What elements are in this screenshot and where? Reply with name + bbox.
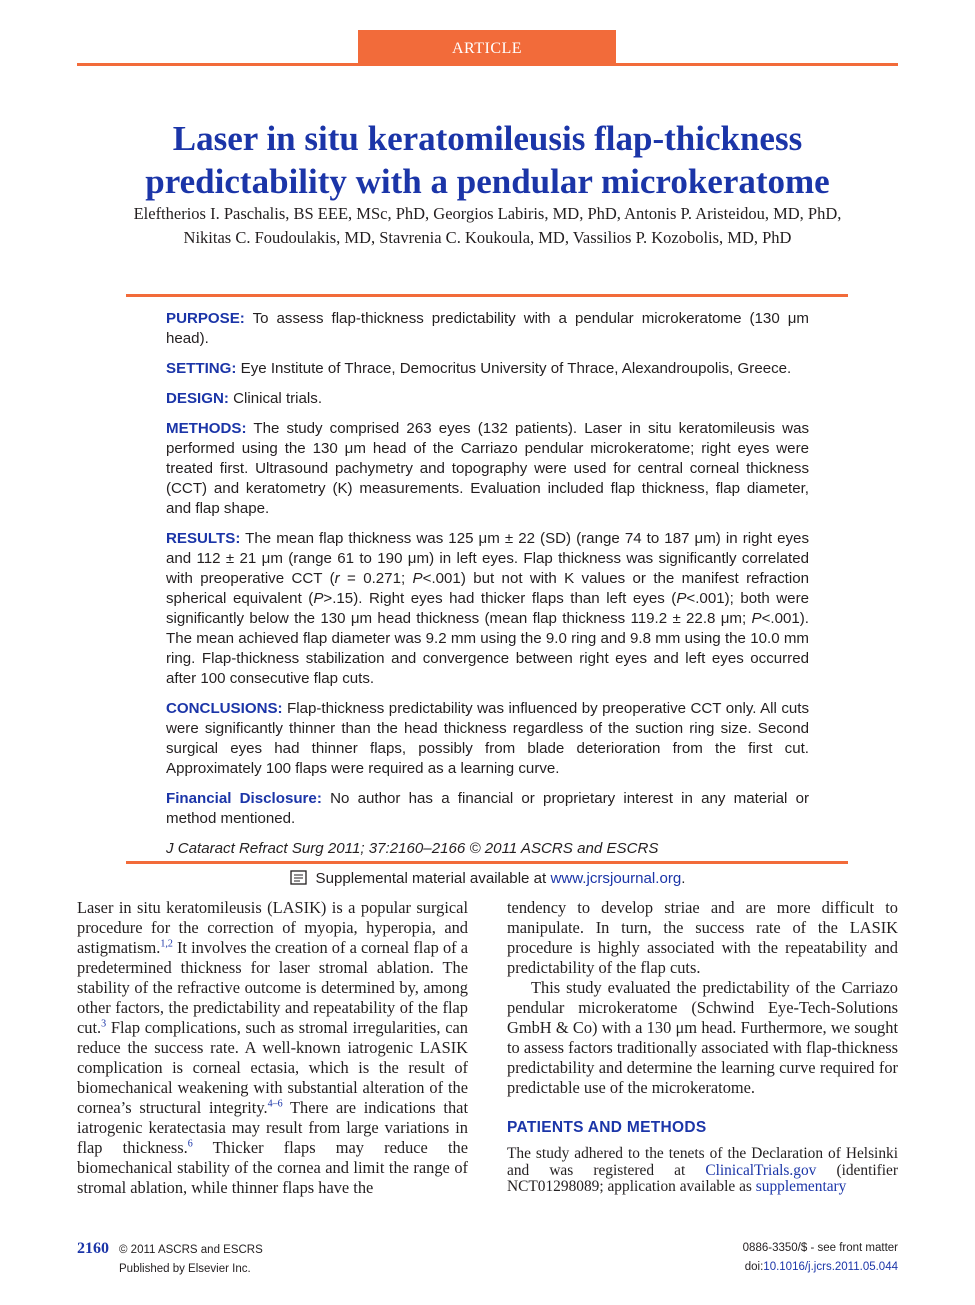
ref-4-6[interactable]: 4–6 [267,1098,283,1110]
results-r: r [334,570,340,587]
intro-paragraph [77,898,468,1198]
intro-text-d: There are indications that iatrogenic keratectasia may result from large variations in flap thickness. [77,1098,469,1157]
body-column-right [507,898,898,1196]
methods-label: METHODS: [166,420,247,437]
disclosure-text: No author has a financial or proprietary interest in any material or method mentioned. [166,790,809,827]
results-text-1: The mean flap thickness was 125 μm ± 22 (SD) (range 74 to 187 μm) in right eyes and 112 ± 21 μm (range 61 to 190 μm) in left eyes. Flap thickness was significantly correlated with preoperative CCT ( [166,530,809,587]
setting-text: Eye Institute of Thrace, Democritus University of Thrace, Alexandroupolis, Greece. [240,360,792,377]
abstract-methods [166,419,809,519]
intro-text-c: Flap complications, such as stromal irregularities, can reduce the success rate. A well-known iatrogenic LASIK complication is corneal ectasia, which is the result of biomechanical weakening with substantial alteration of the cornea’s structural integrity. [77,1018,468,1117]
results-text-3: <.001) but not with K values or the manifest refraction spherical equivalent ( [166,570,809,607]
header-rule [77,63,898,66]
doi-prefix: doi: [744,1261,764,1273]
design-label: DESIGN: [166,390,229,407]
abstract-design [166,389,809,409]
abstract-setting [166,359,809,379]
footer-right [743,1239,898,1277]
supplement-end: . [681,870,686,887]
footer-copyright: © 2011 ASCRS and ESCRS [119,1244,263,1256]
results-p-1: P [412,570,423,587]
conclusions-text: Flap-thickness predictability was influenced by preoperative CCT only. All cuts were significantly thinner than the head thickness regardless of the suction ring size. Second surgical eyes had thinner flaps, possibly from blade deterioration from the first cut. Approximately 100 flaps were required as a learning curve. [166,700,809,777]
citation: J Cataract Refract Surg 2011; 37:2160–2166 © 2011 ASCRS and ESCRS [166,840,659,857]
results-label: RESULTS: [166,530,241,547]
supplemental-note [166,869,809,889]
intro-continuation: tendency to develop striae and are more difficult to manipulate. In turn, the success rate of the LASIK procedure is highly associated with the repeatability and predictability of the flap cuts. [507,898,898,977]
abstract-bottom-rule [126,861,848,864]
abstract-top-rule [126,294,848,297]
footer-issn: 0886-3350/$ - see front matter [742,1242,898,1254]
body-column-left [77,898,468,1198]
article-title: Laser in situ keratomileusis flap-thickness predictability with a pendular microkeratome [145,119,830,202]
section-tab: ARTICLE [358,30,616,64]
authors-line-1: Eleftherios I. Paschalis, BS EEE, MSc, PhD, Georgios Labiris, MD, PhD, Antonis P. Aristeidou, MD, PhD, [133,204,842,223]
study-aim-paragraph: This study evaluated the predictability of the Carriazo pendular microkeratome (Schwind Eye-Tech-Solutions GmbH & Co) with a 130 μm head. Furthermore, we sought to assess factors traditionally associated with flap-thickness predictability and determine the learning curve required for predictable use of the microkeratome. [507,978,898,1097]
results-p-3: P [676,590,687,607]
footer-publisher: Published by Elsevier Inc. [119,1263,251,1275]
results-text-4: >.15). Right eyes had thicker flaps than left eyes ( [323,590,677,607]
results-p-4: P [751,610,762,627]
section-heading: PATIENTS AND METHODS [507,1119,707,1136]
purpose-text: To assess flap-thickness predictability with a pendular microkeratome (130 μm head). [166,310,809,347]
ref-1-2[interactable]: 1,2 [160,938,173,950]
page-number: 2160 [77,1240,109,1257]
intro-text-a: Laser in situ keratomileusis (LASIK) is a popular surgical procedure for the correction of myopia, hyperopia, and astigmatism. [77,898,468,957]
supplement-text: Supplemental material available at [315,870,551,887]
abstract-disclosure [166,789,809,829]
abstract [166,309,809,899]
conclusions-label: CONCLUSIONS: [166,700,283,717]
intro-text-b: It involves the creation of a corneal flap of a predetermined thickness for laser stromal ablation. The stability of the refractive outcome is determined by, among other factors, the predictability and repeatability of the flap cut. [77,938,468,1037]
footer-doi-line [743,1258,898,1277]
abstract-results [166,529,809,689]
doi-link[interactable]: 10.1016/j.jcrs.2011.05.044 [763,1261,898,1273]
results-text-5: <.001); both were significantly below the 130 μm head thickness (mean flap thickness 119.2 ± 22.8 μm; [166,590,810,627]
methods-text-b: (identifier NCT01298089; application available as [507,1161,898,1195]
supplementary-link[interactable]: supplementary [755,1178,847,1195]
methods-paragraph [507,1146,898,1196]
ref-3[interactable]: 3 [101,1018,107,1030]
clinicaltrials-link[interactable]: ClinicalTrials.gov [705,1161,817,1179]
design-text: Clinical trials. [233,390,323,407]
author-list [60,202,915,250]
footer-left [77,1239,263,1279]
journal-link[interactable]: www.jcrsjournal.org [550,870,682,887]
setting-label: SETTING: [166,360,237,377]
abstract-purpose [166,309,809,349]
ref-6[interactable]: 6 [187,1138,193,1150]
methods-text-a: The study adhered to the tenets of the Declaration of Helsinki and was registered at [507,1145,898,1179]
disclosure-label: Financial Disclosure: [166,790,322,807]
authors-line-2: Nikitas C. Foudoulakis, MD, Stavrenia C. Koukoula, MD, Vassilios P. Kozobolis, MD, PhD [183,228,792,247]
results-text-6: <.001). The mean achieved flap diameter was 9.2 mm using the 9.0 ring and 9.8 mm using the 10.0 mm ring. Flap-thickness stabilization and convergence between right eyes and left eyes occurred after 100 consecutive flap cuts. [166,610,809,687]
intro-text-e: Thicker flaps may reduce the biomechanical stability of the cornea and limit the range of stromal ablation, while thinner flaps have the [77,1138,468,1197]
abstract-conclusions [166,699,809,779]
supplement-icon [290,870,308,886]
results-text-2: = 0.271; [339,570,413,587]
methods-text: The study comprised 263 eyes (132 patients). Laser in situ keratomileusis was performed using the 130 μm head of the Carriazo pendular microkeratome; right eyes were treated first. Ultrasound pachymetry and topography were used for central corneal thickness (CCT) and keratometry (K) measurements. Evaluation included flap thickness, flap diameter, and flap shape. [166,420,810,517]
purpose-label: PURPOSE: [166,310,245,327]
results-p-2: P [313,590,324,607]
